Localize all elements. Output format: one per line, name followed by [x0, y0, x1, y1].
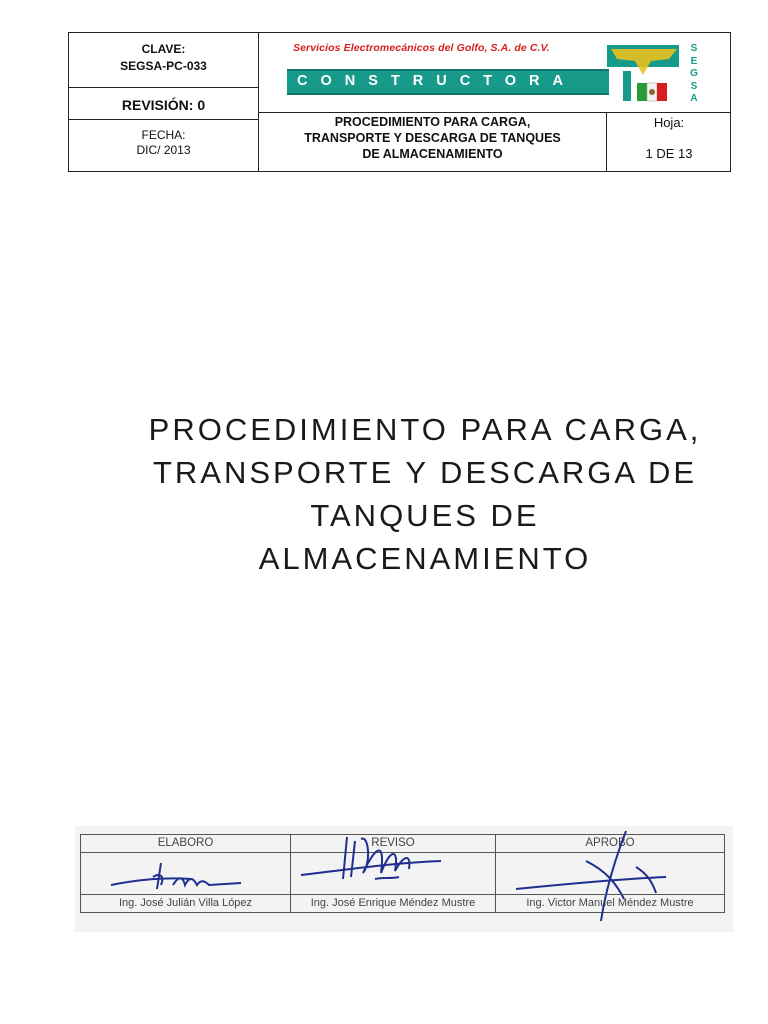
signature-block — [75, 826, 733, 932]
header-title-line: PROCEDIMIENTO PARA CARGA, — [334, 115, 531, 129]
signature-column-aprobo — [495, 835, 724, 912]
revision-label: REVISIÓN: 0 — [121, 97, 206, 113]
hoja-value: 1 DE 13 — [645, 146, 693, 161]
main-title-line: TRANSPORTE Y DESCARGA DE — [152, 455, 698, 490]
clave-block — [69, 41, 258, 75]
header-divider — [258, 112, 731, 113]
header-title — [259, 114, 606, 162]
fecha-label: FECHA: — [141, 128, 186, 142]
header-title-line: TRANSPORTE Y DESCARGA DE TANQUES — [304, 131, 561, 145]
handwritten-signature-icon — [291, 823, 491, 899]
header-title-line: DE ALMACENAMIENTO — [362, 147, 503, 161]
clave-label: CLAVE: — [141, 42, 186, 56]
signature-table — [80, 834, 725, 913]
company-name: Servicios Electromecánicos del Golfo, S.A. de C.V. — [293, 42, 550, 54]
constructora-text: CONSTRUCTORA — [297, 73, 576, 89]
main-title-line: PROCEDIMIENTO PARA CARGA, — [148, 412, 702, 447]
segsa-vertical-letters — [687, 43, 701, 106]
segsa-letter: S — [690, 43, 698, 54]
segsa-letter: A — [690, 93, 698, 104]
signature-role: APROBO — [496, 835, 724, 853]
handwritten-signature-icon — [101, 855, 271, 897]
fecha-block — [69, 128, 258, 158]
signature-name: Ing. José Julián Villa López — [81, 894, 290, 912]
signature-column-reviso — [290, 835, 495, 912]
signature-name: Ing. Victor Manuel Méndez Mustre — [496, 894, 724, 912]
segsa-letter: E — [690, 55, 698, 67]
company-logo — [259, 33, 732, 112]
signature-column-elaboro — [81, 835, 290, 912]
main-title-line: TANQUES DE — [310, 498, 540, 533]
constructora-bar — [287, 69, 609, 95]
main-title — [90, 408, 760, 580]
signature-role: ELABORO — [81, 835, 290, 853]
header-divider — [69, 119, 259, 120]
fecha-value: DIC/ 2013 — [136, 143, 191, 157]
segsa-letter: S — [690, 80, 698, 92]
header-divider — [69, 87, 259, 88]
main-title-line: ALMACENAMIENTO — [258, 541, 592, 576]
signature-role: REVISO — [291, 835, 495, 853]
hoja-label: Hoja: — [653, 115, 685, 130]
signature-name: Ing. José Enrique Méndez Mustre — [291, 894, 495, 912]
eagle-emblem-icon — [607, 45, 681, 107]
document-header-table — [68, 32, 731, 172]
clave-value: SEGSA-PC-033 — [120, 59, 207, 73]
segsa-letter: G — [690, 68, 698, 79]
hoja-block — [607, 114, 731, 163]
